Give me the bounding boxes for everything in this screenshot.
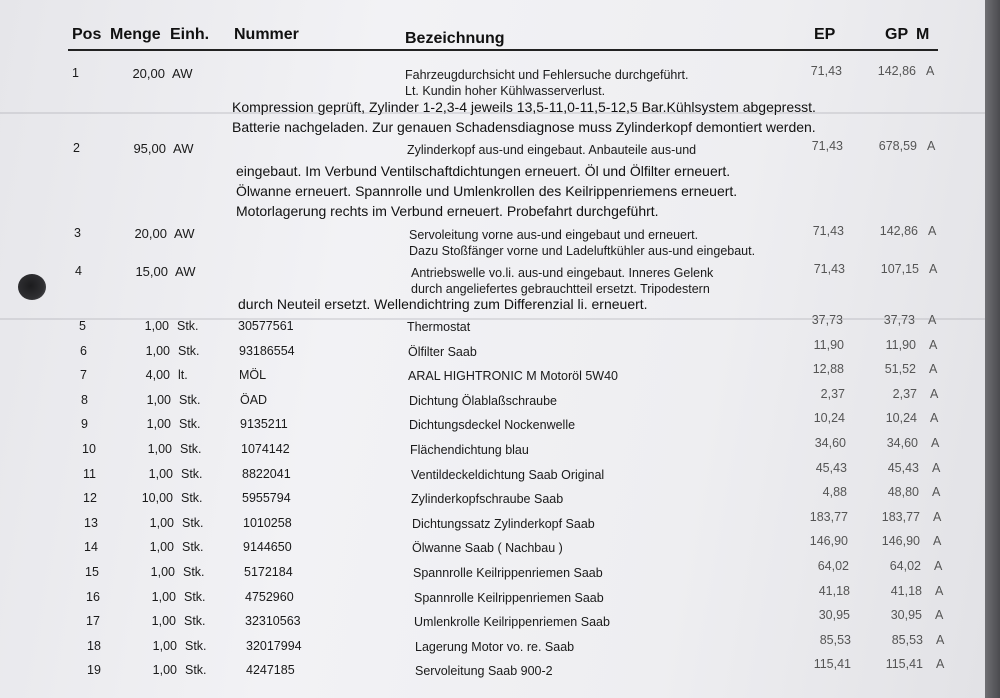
row-menge: 20,00 — [132, 66, 165, 81]
row-description: durch angeliefertes gebrauchtteil ersetzt. Tripodestern — [411, 282, 710, 296]
row-gp: 64,02 — [889, 559, 921, 573]
row-gp: 2,37 — [892, 386, 917, 401]
punch-hole — [18, 274, 46, 300]
row-gp: 11,90 — [885, 337, 916, 352]
row-menge: 4,00 — [145, 368, 170, 383]
row-gp: 142,86 — [879, 224, 918, 238]
row-m: A — [929, 337, 938, 352]
row-description-continued: Ölwanne erneuert. Spannrolle und Umlenkrollen des Keilrippenriemens erneuert. — [236, 183, 738, 199]
row-einh: Stk. — [179, 392, 201, 407]
row-menge: 1,00 — [150, 565, 175, 579]
row-einh: Stk. — [181, 491, 203, 506]
row-pos: 10 — [82, 442, 96, 456]
row-ep: 2,37 — [820, 386, 845, 401]
row-description-continued: durch Neuteil ersetzt. Wellendichtring zum Differenzial li. erneuert. — [238, 296, 648, 312]
row-description: Lagerung Motor vo. re. Saab — [415, 639, 575, 654]
row-pos: 7 — [80, 368, 87, 383]
row-einh: Stk. — [183, 565, 205, 579]
row-einh: Stk. — [182, 540, 204, 555]
row-menge: 95,00 — [133, 141, 166, 156]
row-einh: lt. — [178, 368, 188, 383]
row-pos: 15 — [85, 565, 99, 579]
row-ep: 10,24 — [813, 411, 845, 426]
header-pos: Pos — [72, 26, 102, 43]
row-pos: 5 — [79, 319, 86, 333]
row-menge: 1,00 — [146, 417, 171, 432]
row-menge: 1,00 — [151, 589, 176, 604]
row-pos: 17 — [86, 614, 100, 629]
row-gp: 51,52 — [884, 362, 916, 377]
header-ep: EP — [814, 26, 836, 43]
row-m: A — [932, 485, 941, 500]
row-nummer: 1074142 — [241, 442, 290, 456]
row-einh: Stk. — [179, 417, 201, 432]
row-pos: 4 — [75, 264, 82, 278]
row-m: A — [926, 64, 935, 78]
row-ep: 146,90 — [809, 534, 848, 549]
row-menge: 15,00 — [135, 264, 168, 279]
row-m: A — [930, 411, 939, 426]
row-m: A — [932, 460, 941, 475]
row-nummer: 4752960 — [245, 589, 294, 604]
row-ep: 183,77 — [809, 509, 848, 524]
row-nummer: MÖL — [239, 368, 267, 383]
row-ep: 115,41 — [813, 657, 851, 672]
header-menge: Menge — [110, 26, 161, 43]
row-gp: 41,18 — [890, 583, 922, 598]
row-ep: 4,88 — [822, 485, 847, 500]
row-menge: 1,00 — [152, 638, 177, 653]
row-m: A — [929, 362, 938, 377]
row-description: Spannrolle Keilrippenriemen Saab — [414, 590, 604, 605]
row-einh: AW — [172, 66, 193, 81]
row-pos: 3 — [74, 226, 81, 240]
row-pos: 1 — [72, 66, 79, 80]
row-menge: 1,00 — [144, 319, 169, 333]
row-einh: Stk. — [177, 319, 199, 333]
row-nummer: 32310563 — [245, 614, 301, 629]
row-pos: 6 — [80, 343, 87, 358]
row-gp: 48,80 — [887, 485, 919, 500]
row-menge: 1,00 — [148, 466, 173, 481]
row-menge: 1,00 — [145, 343, 170, 358]
row-m: A — [930, 386, 939, 401]
row-pos: 16 — [86, 589, 100, 604]
row-description: Zylinderkopf aus-und eingebaut. Anbauteile aus-und — [407, 143, 697, 157]
row-description: Servoleitung vorne aus-und eingebaut und erneuert. — [409, 228, 699, 242]
row-pos: 12 — [83, 491, 97, 506]
row-einh: AW — [174, 226, 195, 241]
row-description: Flächendichtung blau — [410, 443, 529, 457]
row-menge: 1,00 — [149, 540, 174, 555]
row-m: A — [931, 436, 940, 450]
row-nummer: 4247185 — [246, 663, 295, 678]
row-gp: 115,41 — [885, 657, 923, 672]
row-nummer: 5955794 — [242, 491, 291, 506]
row-gp: 142,86 — [877, 64, 916, 78]
row-pos: 18 — [87, 638, 101, 653]
row-nummer: 93186554 — [239, 343, 295, 358]
row-nummer: 1010258 — [243, 515, 292, 530]
row-ep: 12,88 — [812, 362, 844, 377]
row-description-continued: Batterie nachgeladen. Zur genauen Schadensdiagnose muss Zylinderkopf demontiert werden. — [232, 119, 816, 135]
row-gp: 678,59 — [878, 139, 917, 153]
row-nummer: ÖAD — [240, 392, 268, 407]
row-ep: 45,43 — [815, 460, 847, 475]
row-menge: 10,00 — [141, 491, 173, 506]
row-einh: Stk. — [180, 442, 202, 456]
row-m: A — [933, 534, 942, 549]
row-gp: 10,24 — [885, 411, 917, 426]
row-nummer: 30577561 — [238, 319, 294, 333]
row-description: Dichtungssatz Zylinderkopf Saab — [412, 516, 595, 531]
row-einh: Stk. — [182, 515, 204, 530]
row-ep: 71,43 — [813, 262, 845, 276]
row-ep: 85,53 — [819, 632, 851, 647]
row-nummer: 32017994 — [246, 638, 302, 653]
row-einh: Stk. — [185, 663, 207, 678]
row-pos: 19 — [87, 663, 101, 678]
row-nummer: 8822041 — [242, 466, 291, 481]
row-gp: 107,15 — [880, 262, 919, 276]
row-ep: 64,02 — [817, 559, 849, 573]
row-description: ARAL HIGHTRONIC M Motoröl 5W40 — [408, 369, 618, 384]
row-einh: AW — [175, 264, 196, 279]
row-pos: 8 — [81, 392, 88, 407]
row-m: A — [936, 657, 945, 672]
row-pos: 13 — [84, 515, 98, 530]
row-gp: 30,95 — [890, 608, 922, 623]
row-gp: 34,60 — [886, 436, 918, 450]
row-einh: Stk. — [184, 589, 206, 604]
row-ep: 71,43 — [812, 224, 844, 238]
row-nummer: 5172184 — [244, 565, 293, 579]
row-nummer: 9144650 — [243, 540, 292, 555]
row-description-continued: Motorlagerung rechts im Verbund erneuert. Probefahrt durchgeführt. — [236, 203, 659, 219]
row-description: Spannrolle Keilrippenriemen Saab — [413, 566, 603, 580]
row-menge: 1,00 — [152, 663, 177, 678]
row-description: Fahrzeugdurchsicht und Fehlersuche durchgeführt. — [405, 68, 689, 82]
row-pos: 9 — [81, 417, 88, 432]
row-ep: 71,43 — [810, 64, 842, 78]
row-pos: 14 — [84, 540, 98, 555]
row-description: Antriebswelle vo.li. aus-und eingebaut. Inneres Gelenk — [411, 266, 714, 280]
background-edge — [985, 0, 1000, 698]
header-m: M — [916, 26, 930, 43]
row-pos: 11 — [83, 466, 96, 481]
row-ep: 37,73 — [811, 313, 843, 327]
row-description: Umlenkrolle Keilrippenriemen Saab — [414, 615, 610, 630]
row-gp: 146,90 — [881, 534, 920, 549]
row-einh: Stk. — [184, 614, 206, 629]
row-description-continued: eingebaut. Im Verbund Ventilschaftdichtungen erneuert. Öl und Ölfilter erneuert. — [236, 163, 731, 179]
row-description: Servoleitung Saab 900-2 — [415, 664, 553, 679]
row-ep: 11,90 — [813, 337, 844, 352]
row-description: Ventildeckeldichtung Saab Original — [411, 467, 605, 482]
row-menge: 1,00 — [146, 392, 171, 407]
row-description: Thermostat — [407, 320, 471, 334]
row-description: Zylinderkopfschraube Saab — [411, 492, 564, 507]
row-ep: 34,60 — [814, 436, 846, 450]
header-nummer: Nummer — [234, 26, 299, 43]
row-menge: 20,00 — [134, 226, 167, 241]
row-description: Dazu Stoßfänger vorne und Ladeluftkühler aus-und eingebaut. — [409, 244, 756, 258]
header-einh: Einh. — [170, 26, 210, 43]
row-menge: 1,00 — [147, 442, 172, 456]
row-m: A — [928, 224, 937, 238]
row-m: A — [935, 608, 944, 623]
row-m: A — [935, 583, 944, 598]
row-description: Lt. Kundin hoher Kühlwasserverlust. — [405, 84, 606, 98]
row-m: A — [927, 139, 936, 153]
row-menge: 1,00 — [149, 515, 174, 530]
row-einh: Stk. — [181, 466, 203, 481]
header-gp: GP — [885, 26, 909, 43]
row-m: A — [936, 632, 945, 647]
row-m: A — [933, 509, 942, 524]
row-gp: 183,77 — [881, 509, 920, 524]
row-m: A — [929, 262, 938, 276]
row-ep: 41,18 — [818, 583, 850, 598]
row-gp: 45,43 — [887, 460, 919, 475]
row-ep: 30,95 — [818, 608, 850, 623]
row-gp: 85,53 — [891, 632, 923, 647]
row-ep: 71,43 — [811, 139, 843, 153]
row-m: A — [934, 559, 943, 573]
row-menge: 1,00 — [151, 614, 176, 629]
row-nummer: 9135211 — [240, 417, 288, 432]
row-description: Ölfilter Saab — [408, 344, 477, 359]
row-m: A — [928, 313, 937, 327]
row-description: Dichtung Ölablaßschraube — [409, 393, 557, 408]
row-einh: AW — [173, 141, 194, 156]
header-bezeichnung: Bezeichnung — [405, 30, 505, 47]
row-einh: Stk. — [185, 638, 207, 653]
row-pos: 2 — [73, 141, 80, 155]
row-description-continued: Kompression geprüft, Zylinder 1-2,3-4 jeweils 13,5-11,0-11,5-12,5 Bar.Kühlsystem abgepresst. — [232, 99, 816, 115]
row-description: Dichtungsdeckel Nockenwelle — [409, 418, 576, 433]
header-rule — [68, 49, 938, 51]
row-einh: Stk. — [178, 343, 200, 358]
row-gp: 37,73 — [883, 313, 915, 327]
row-description: Ölwanne Saab ( Nachbau ) — [412, 541, 563, 556]
